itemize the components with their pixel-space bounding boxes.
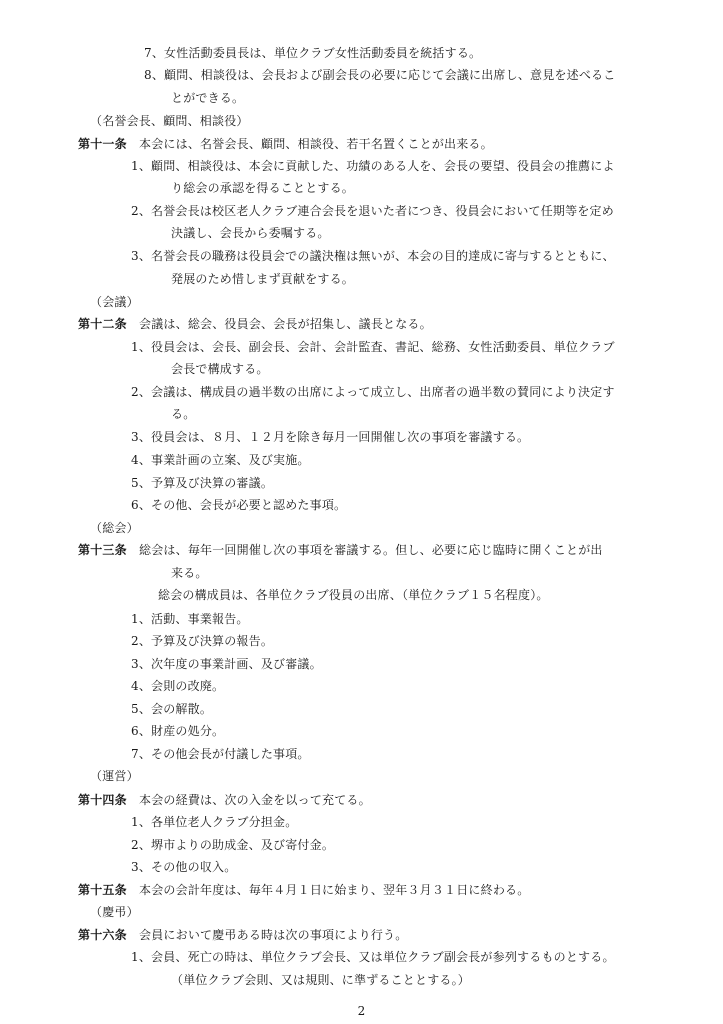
- text-line: [131, 612, 249, 626]
- line-text: 4、事業計画の立案、及び実施。: [131, 453, 310, 467]
- line-text: 6、その他、会長が必要と認めた事項。: [131, 498, 347, 512]
- line-text: 会長で構成する。: [171, 362, 269, 376]
- text-line: [131, 702, 212, 716]
- article-heading: 第十一条: [78, 137, 127, 151]
- line-text: （総会）: [90, 521, 139, 535]
- line-text: 7、その他会長が付議した事項。: [131, 747, 310, 761]
- article-heading: 第十四条: [78, 793, 127, 807]
- text-line: [131, 430, 529, 444]
- line-text: （慶弔）: [90, 905, 139, 919]
- line-text: （名誉会長、顧問、相談役）: [90, 114, 249, 128]
- text-line: [78, 137, 493, 151]
- text-line: [90, 114, 249, 128]
- line-text: 7、女性活動委員長は、単位クラブ女性活動委員を統括する。: [144, 46, 482, 60]
- text-line: [171, 362, 269, 376]
- line-text: （会議）: [90, 295, 139, 309]
- line-text: 4、会則の改廃。: [131, 679, 225, 693]
- line-text: り総会の承認を得ることとする。: [171, 181, 355, 195]
- line-text: 2、名誉会長は校区老人クラブ連合会長を退いた者につき、役員会において任期等を定め: [131, 204, 614, 218]
- text-line: [171, 973, 470, 987]
- line-text: とができる。: [171, 91, 245, 105]
- text-line: [131, 340, 615, 354]
- text-line: [131, 453, 310, 467]
- line-text: 8、顧問、相談役は、会長および副会長の必要に応じて会議に出席し、意見を述べるこ: [144, 68, 616, 82]
- text-line: [78, 793, 371, 807]
- line-text: 会員において慶弔ある時は次の事項により行う。: [126, 928, 408, 942]
- line-text: 6、財産の処分。: [131, 724, 225, 738]
- text-line: [171, 407, 195, 421]
- line-text: 会議は、総会、役員会、会長が招集し、議長となる。: [126, 317, 432, 331]
- text-line: [78, 883, 529, 897]
- text-line: [90, 905, 139, 919]
- text-line: [131, 249, 615, 263]
- text-line: [144, 68, 615, 82]
- text-line: [144, 46, 481, 60]
- line-text: 発展のため惜しまず貢献をする。: [171, 272, 355, 286]
- text-line: [90, 769, 139, 783]
- line-text: る。: [171, 407, 196, 421]
- text-line: [131, 815, 297, 829]
- line-text: 2、会議は、構成員の過半数の出席によって成立し、出席者の過半数の賛同により決定す: [131, 385, 615, 399]
- text-line: [90, 521, 139, 535]
- text-line: [171, 91, 244, 105]
- line-text: 総会は、毎年一回開催し次の事項を審議する。但し、必要に応じ臨時に開くことが出: [126, 543, 603, 557]
- text-line: [131, 204, 614, 218]
- article-heading: 第十三条: [78, 543, 127, 557]
- text-line: [131, 679, 224, 693]
- text-line: [131, 634, 273, 648]
- text-line: [131, 724, 224, 738]
- line-text: 1、顧問、相談役は、本会に貢献した、功績のある人を、会長の要望、役員会の推薦によ: [131, 159, 615, 173]
- line-text: 2、堺市よりの助成金、及び寄付金。: [131, 838, 335, 852]
- text-line: [78, 543, 603, 557]
- line-text: 1、会員、死亡の時は、単位クラブ会長、又は単位クラブ副会長が参列するものとする。: [131, 950, 615, 964]
- line-text: 3、次年度の事業計画、及び審議。: [131, 657, 322, 671]
- text-line: [158, 588, 549, 602]
- page-number: 2: [357, 1004, 366, 1018]
- line-text: 本会には、名誉会長、顧問、相談役、若干名置くことが出来る。: [126, 137, 493, 151]
- line-text: 総会の構成員は、各単位クラブ役員の出席、（単位クラブ１５名程度）。: [158, 588, 549, 602]
- line-text: 3、名誉会長の職務は役員会での議決権は無いが、本会の目的達成に寄与するとともに、: [131, 249, 615, 263]
- line-text: 3、その他の収入。: [131, 860, 237, 874]
- line-text: 5、予算及び決算の審議。: [131, 476, 274, 490]
- line-text: 1、各単位老人クラブ分担金。: [131, 815, 298, 829]
- line-text: （運営）: [90, 769, 139, 783]
- line-text: 来る。: [171, 566, 208, 580]
- line-text: 3、役員会は、８月、１２月を除き毎月一回開催し次の事項を審議する。: [131, 430, 530, 444]
- line-text: 1、活動、事業報告。: [131, 612, 249, 626]
- text-line: [131, 159, 615, 173]
- text-line: [171, 566, 208, 580]
- line-text: 1、役員会は、会長、副会長、会計、会計監査、書記、総務、女性活動委員、単位クラブ: [131, 340, 615, 354]
- text-line: [131, 657, 322, 671]
- line-text: （単位クラブ会則、又は規則、に準ずることとする。）: [171, 973, 471, 987]
- text-line: [131, 385, 615, 399]
- article-heading: 第十五条: [78, 883, 127, 897]
- line-text: 決議し、会長から委嘱する。: [171, 226, 330, 240]
- text-line: [90, 295, 139, 309]
- line-text: 5、会の解散。: [131, 702, 213, 716]
- text-line: [131, 860, 236, 874]
- text-line: [171, 181, 354, 195]
- text-line: [171, 226, 330, 240]
- article-heading: 第十六条: [78, 928, 127, 942]
- text-line: [131, 747, 310, 761]
- text-line: [131, 498, 346, 512]
- text-line: [78, 317, 432, 331]
- line-text: 本会の会計年度は、毎年４月１日に始まり、翌年３月３１日に終わる。: [126, 883, 530, 897]
- text-line: [171, 272, 354, 286]
- text-line: [131, 838, 334, 852]
- text-line: [78, 928, 407, 942]
- line-text: 本会の経費は、次の入金を以って充てる。: [126, 793, 371, 807]
- text-line: [131, 950, 615, 964]
- line-text: 2、予算及び決算の報告。: [131, 634, 274, 648]
- article-heading: 第十二条: [78, 317, 127, 331]
- text-line: [131, 476, 273, 490]
